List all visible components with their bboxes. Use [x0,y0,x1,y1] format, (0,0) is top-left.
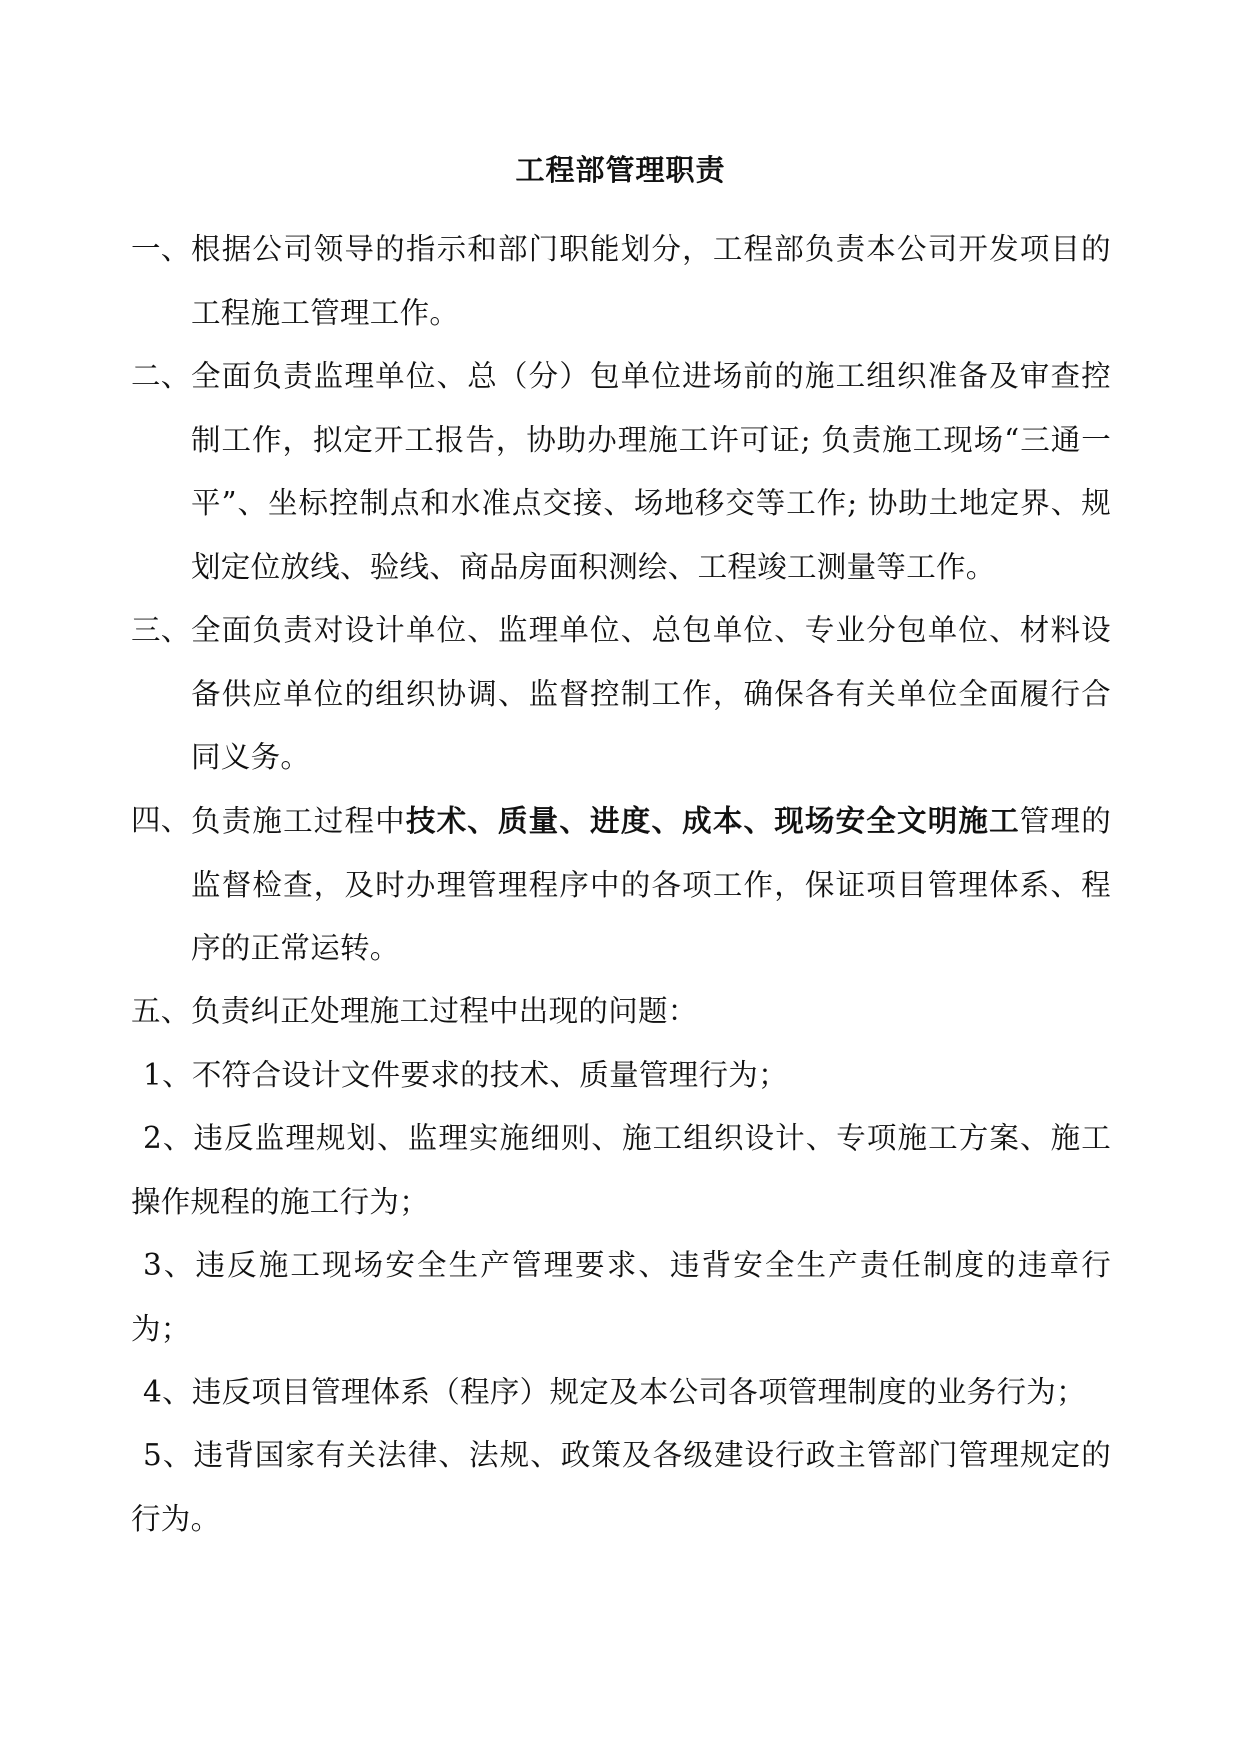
document-title: 工程部管理职责 [515,153,726,187]
section-number: 一、 [131,232,191,266]
section-text: 负责纠正处理施工过程中出现的问题： [191,994,698,1028]
list-item: 2、违反监理规划、监理实施细则、施工组织设计、专项施工方案、施工操作规程的施工行为； [131,1121,1111,1219]
section-text-before: 负责施工过程中 [191,804,406,838]
section-text: 全面负责监理单位、总（分）包单位进场前的施工组织准备及审查控制工作，拟定开工报告，协助办理施工许可证; 负责施工现场“三通一平”、坐标控制点和水准点交接、场地移交等工作; 协助土地定界、规划定位放线、验线、商品房面积测绘、工程竣工测量等工作。 [191,359,1111,584]
section-text-bold: 技术、质量、进度、成本、现场安全文明施工 [405,803,1020,838]
section-text [191,789,1111,981]
section-text-after: 管理的监督检查，及时办理管理程序中的各项工作，保证项目管理体系、程序的正常运转。 [191,804,1111,965]
section-5 [131,980,1111,1044]
list-item: 1、不符合设计文件要求的技术、质量管理行为； [143,1058,788,1092]
section-text: 全面负责对设计单位、监理单位、总包单位、专业分包单位、材料设备供应单位的组织协调、监督控制工作，确保各有关单位全面履行合同义务。 [191,613,1111,774]
section-number: 五、 [131,994,191,1028]
section-4 [131,789,1111,981]
section-number: 三、 [131,613,191,647]
list-item: 5、违背国家有关法律、法规、政策及各级建设行政主管部门管理规定的行为。 [131,1438,1111,1536]
section-2 [131,345,1111,599]
list-item: 4、违反项目管理体系（程序）规定及本公司各项管理制度的业务行为； [143,1375,1086,1409]
section-3 [131,599,1111,790]
section-1 [131,218,1111,345]
section-number: 二、 [131,359,191,393]
section-number: 四、 [131,803,191,837]
section-text: 根据公司领导的指示和部门职能划分，工程部负责本公司开发项目的工程施工管理工作。 [191,232,1111,330]
list-item: 3、违反施工现场安全生产管理要求、违背安全生产责任制度的违章行为； [131,1248,1111,1346]
